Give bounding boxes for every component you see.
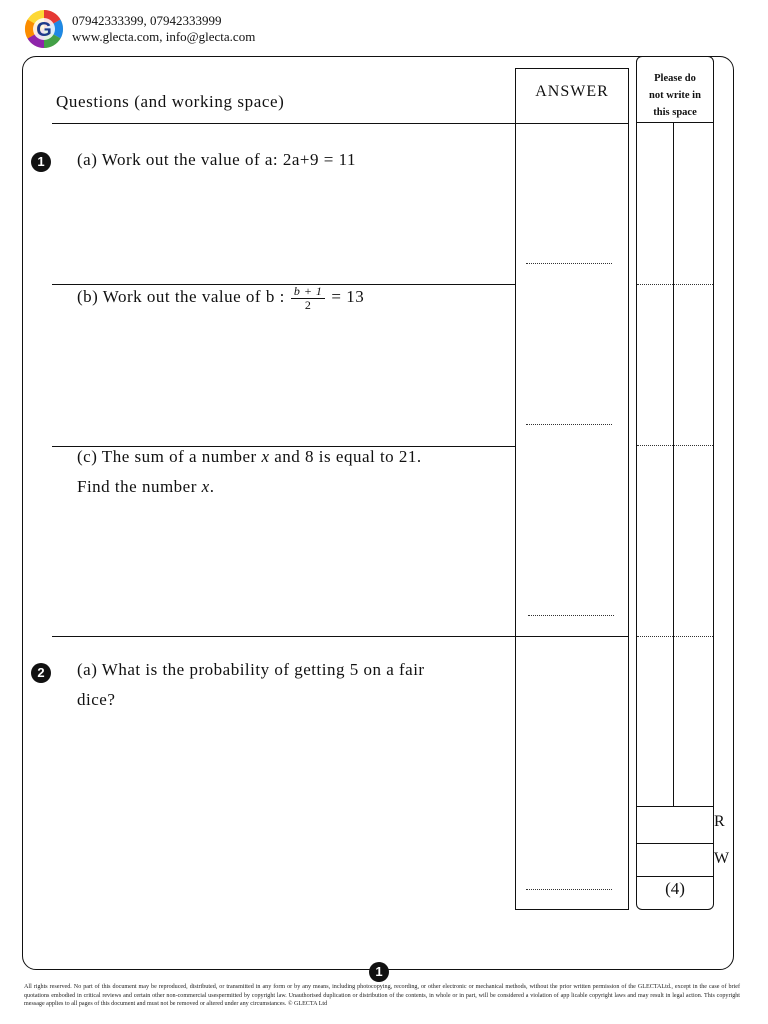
- question-1b-text: (b) Work out the value of b : $\frac{b + 1}{2}$ = 13: [77, 283, 365, 312]
- marks-dotline: [637, 445, 713, 446]
- total-marks: (4): [665, 879, 685, 898]
- contact-info: [72, 13, 255, 45]
- marks-header-divider: [636, 122, 714, 123]
- answer-header: ANSWER: [535, 83, 609, 100]
- web-email: www.glecta.com, info@glecta.com: [72, 29, 256, 44]
- question-number-2: 2: [31, 663, 51, 683]
- questions-header: Questions (and working space): [56, 92, 285, 111]
- answer-column: [515, 68, 629, 910]
- question-number-1: 1: [31, 152, 51, 172]
- question-1c-text: (c) The sum of a number x and 8 is equal to 21. Find the number x.: [77, 447, 422, 496]
- marks-header: Please do not write in this space: [649, 73, 701, 118]
- phone-numbers: 07942333399, 07942333999: [72, 13, 222, 28]
- copyright-footer: All rights reserved. No part of this document may be reproduced, distributed, or transmitted in any form or by any means, including photocopying, recording, or other electronic or mechanical methods, without the prior written permission of the GLECTALtd., except in the case of brief quotations embodied in critical reviews and certain other non-commercial usespermitted by copyright law. Unauthorised duplication or distribution of the contents, in whole or in part, will be considered a violation of app licable copyright laws and may result in legal action. This copyright message applies to all pages of this document and must not be removed or altered under any circumstances. © GLECTA Ltd: [24, 984, 740, 1008]
- marks-row-line-3: [636, 876, 714, 877]
- logo-letter: G: [36, 19, 52, 41]
- marks-inner-divider: [673, 122, 674, 806]
- mark-label-r: R: [714, 813, 725, 830]
- marks-row-line-2: [636, 843, 714, 844]
- fraction-denominator: 2: [304, 297, 312, 312]
- answer-line-1b[interactable]: [526, 424, 612, 425]
- answer-line-1c[interactable]: [528, 615, 614, 616]
- answer-line-2a[interactable]: [526, 889, 612, 890]
- answer-header-divider: [515, 123, 629, 124]
- page-number: 1: [369, 962, 389, 982]
- marks-column: [636, 56, 714, 910]
- fraction-numerator: b + 1: [291, 285, 326, 299]
- answer-line-1a[interactable]: [526, 263, 612, 264]
- marks-dotline: [637, 636, 713, 637]
- header-divider: [52, 123, 515, 124]
- mark-label-w: W: [714, 850, 730, 867]
- question-1a-text: (a) Work out the value of a: 2a+9 = 11: [77, 150, 356, 169]
- marks-dotline: [637, 284, 713, 285]
- glecta-logo: [24, 9, 64, 49]
- marks-row-line-1: [636, 806, 714, 807]
- row-divider: [52, 636, 629, 637]
- fraction: [291, 285, 326, 312]
- question-2a-text: (a) What is the probability of getting 5 on a fair dice?: [77, 660, 425, 709]
